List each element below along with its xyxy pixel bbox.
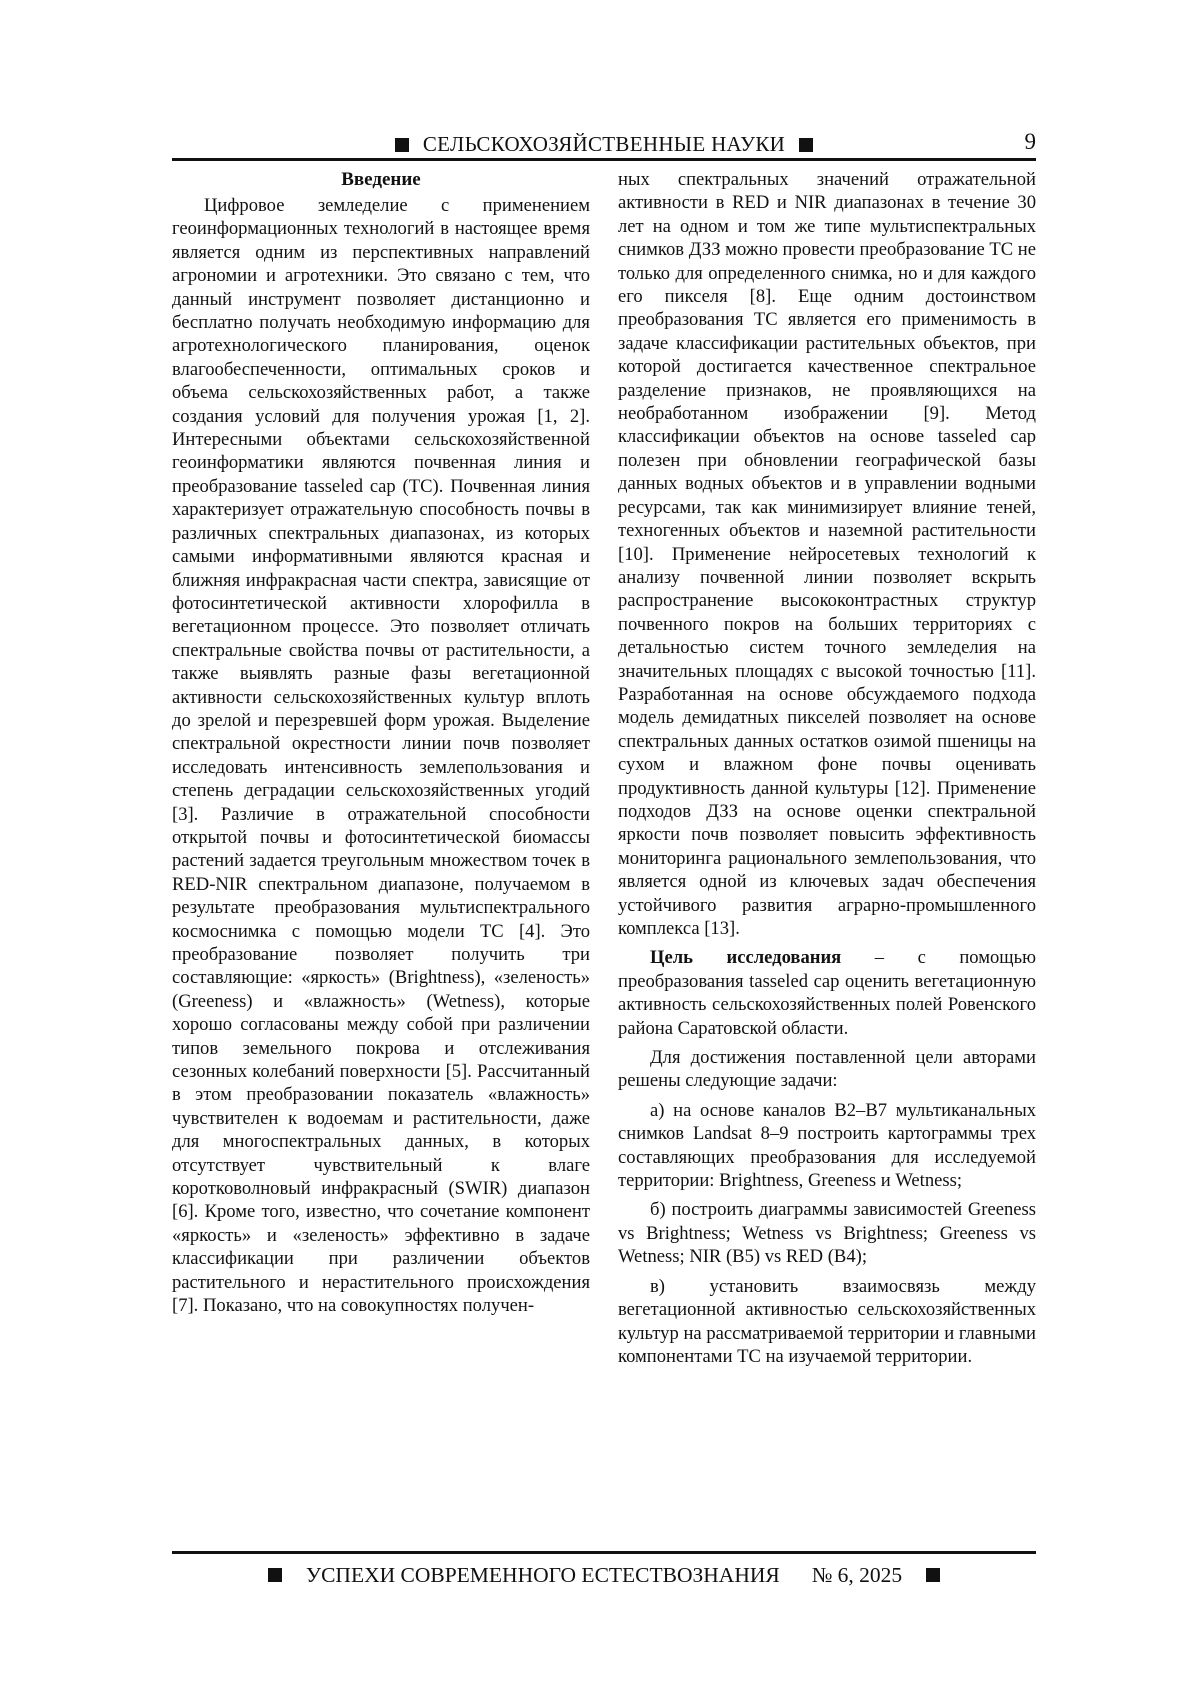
square-bullet-icon bbox=[268, 1568, 282, 1582]
section-title: Введение bbox=[341, 169, 421, 190]
goal-text: – с помощью преобразования tasseled cap оценить вегетационную активность сельскохозяйственных полей Ровенского района Саратовской области. bbox=[618, 947, 1036, 1039]
task-b: б) построить диаграммы зависимостей Greeness vs Brightness; Wetness vs Brightness; Greeness vs Wetness; NIR (B5) vs RED (B4); bbox=[618, 1199, 1036, 1268]
issue-number: № 6, 2025 bbox=[811, 1562, 903, 1587]
page-number: 9 bbox=[1024, 129, 1036, 154]
task-a: а) на основе каналов B2–B7 мультиканальных снимков Landsat 8–9 построить картограммы трех составляющих преобразования для исследуемой территории: Brightness, Greeness и Wetness; bbox=[618, 1099, 1036, 1192]
continued-paragraph: ных спектральных значений отражательной активности в RED и NIR диапазонах в течение 30 лет на одном и том же типе мультиспектральных снимков ДЗЗ можно провести преобразование TC не только для определенного снимка, но и для каждого его пикселя [8]. Еще одним достоинством преобразования TC является его применимость в задаче классификации растительных объектов, при которой достигается качественное спектральное разделение признаков, не проявляющихся на необработанном изображении [9]. Метод классификации объектов на основе tasseled cap полезен при обновлении географической базы данных водных объектов и в управлении водными ресурсами, так как минимизирует влияние теней, техногенных объектов и наземной растительности [10]. Применение нейросетевых технологий к анализу почвенной линии позволяет вскрыть распространение высококонтрастных структур почвенного покров на больших территориях с детальностью систем точного земледелия на значительных площадях с высокой точностью [11]. Разработанная на основе обсуждаемого подхода модель демидатных пикселей позволяет на основе спектральных данных остатков озимой пшеницы на сухом и влажном фоне почвы оценивать продуктивность данной культуры [12]. Применение подходов ДЗЗ на основе оценки спектральной яркости почв позволяет повысить эффективность мониторинга рационального землепользования, что является одной из ключевых задач обеспечения устойчивого развития аграрно-промышленного комплекса [13]. bbox=[618, 169, 1036, 939]
running-footer bbox=[172, 1557, 1036, 1593]
running-title: СЕЛЬСКОХОЗЯЙСТВЕННЫЕ НАУКИ bbox=[422, 132, 786, 156]
goal-paragraph bbox=[618, 946, 1036, 1040]
running-header bbox=[172, 121, 1036, 157]
square-bullet-icon bbox=[926, 1568, 940, 1582]
tasks-intro: Для достижения поставленной цели авторами решены следующие задачи: bbox=[618, 1047, 1036, 1092]
square-bullet-icon bbox=[395, 138, 409, 152]
footer-rule bbox=[172, 1551, 1036, 1554]
journal-title: УСПЕХИ СОВРЕМЕННОГО ЕСТЕСТВОЗНАНИЯ bbox=[305, 1562, 780, 1587]
task-c: в) установить взаимосвязь между вегетационной активностью сельскохозяйственных культур на рассматриваемой территории и главными компонентами TC на изучаемой территории. bbox=[618, 1275, 1036, 1367]
header-rule bbox=[172, 158, 1036, 161]
goal-lead: Цель исследования bbox=[650, 947, 842, 969]
square-bullet-icon bbox=[799, 138, 813, 152]
left-column bbox=[172, 168, 590, 1318]
right-column bbox=[618, 168, 1036, 1368]
intro-paragraph: Цифровое земледелие с применением геоинформационных технологий в настоящее время является одним из перспективных направлений агрономии и агротехники. Это связано с тем, что данный инструмент позволяет дистанционно и бесплатно получать необходимую информацию для агротехнологического планирования, оценок влагообеспеченности, оптимальных сроков и объема сельскохозяйственных работ, а также создания условий для получения урожая [1, 2]. Интересными объектами сельскохозяйственной геоинформатики являются почвенная линия и преобразование tasseled cap (TC). Почвенная линия характеризует отражательную способность почвы в различных спектральных диапазонах, из которых самыми информативными являются красная и ближняя инфракрасная части спектра, зависящие от фотосинтетической активности хлорофилла в вегетационном процессе. Это позволяет отличать спектральные свойства почвы от растительности, а также выявлять разные фазы вегетационной активности сельскохозяйственных культур вплоть до зрелой и перезревшей форм урожая. Выделение спектральной окрестности линии почв позволяет исследовать интенсивность землепользования и степень деградации сельскохозяйственных угодий [3]. Различие в отражательной способности открытой почвы и фотосинтетической биомассы растений задается треугольным множеством точек в RED-NIR спектральном диапазоне, получаемом в результате преобразования мультиспектрального космоснимка с помощью модели TC [4]. Это преобразование позволяет получить три составляющие: «яркость» (Brightness), «зеленость» (Greeness) и «влажность» (Wetness), которые хорошо согласованы между собой при различении типов земельного покрова и отслеживания сезонных колебаний поверхности [5]. Рассчитанный в этом преобразовании показатель «влажность» чувствителен к водоемам и растительности, даже для многоспектральных данных, в которых отсутствует чувствительный к влаге коротковолновый инфракрасный (SWIR) диапазон [6]. Кроме того, известно, что сочетание компонент «яркость» и «зеленость» эффективно в задаче классификации при различении объектов растительного и нерастительного происхождения [7]. Показано, что на совокупностях получен- bbox=[172, 195, 590, 1317]
